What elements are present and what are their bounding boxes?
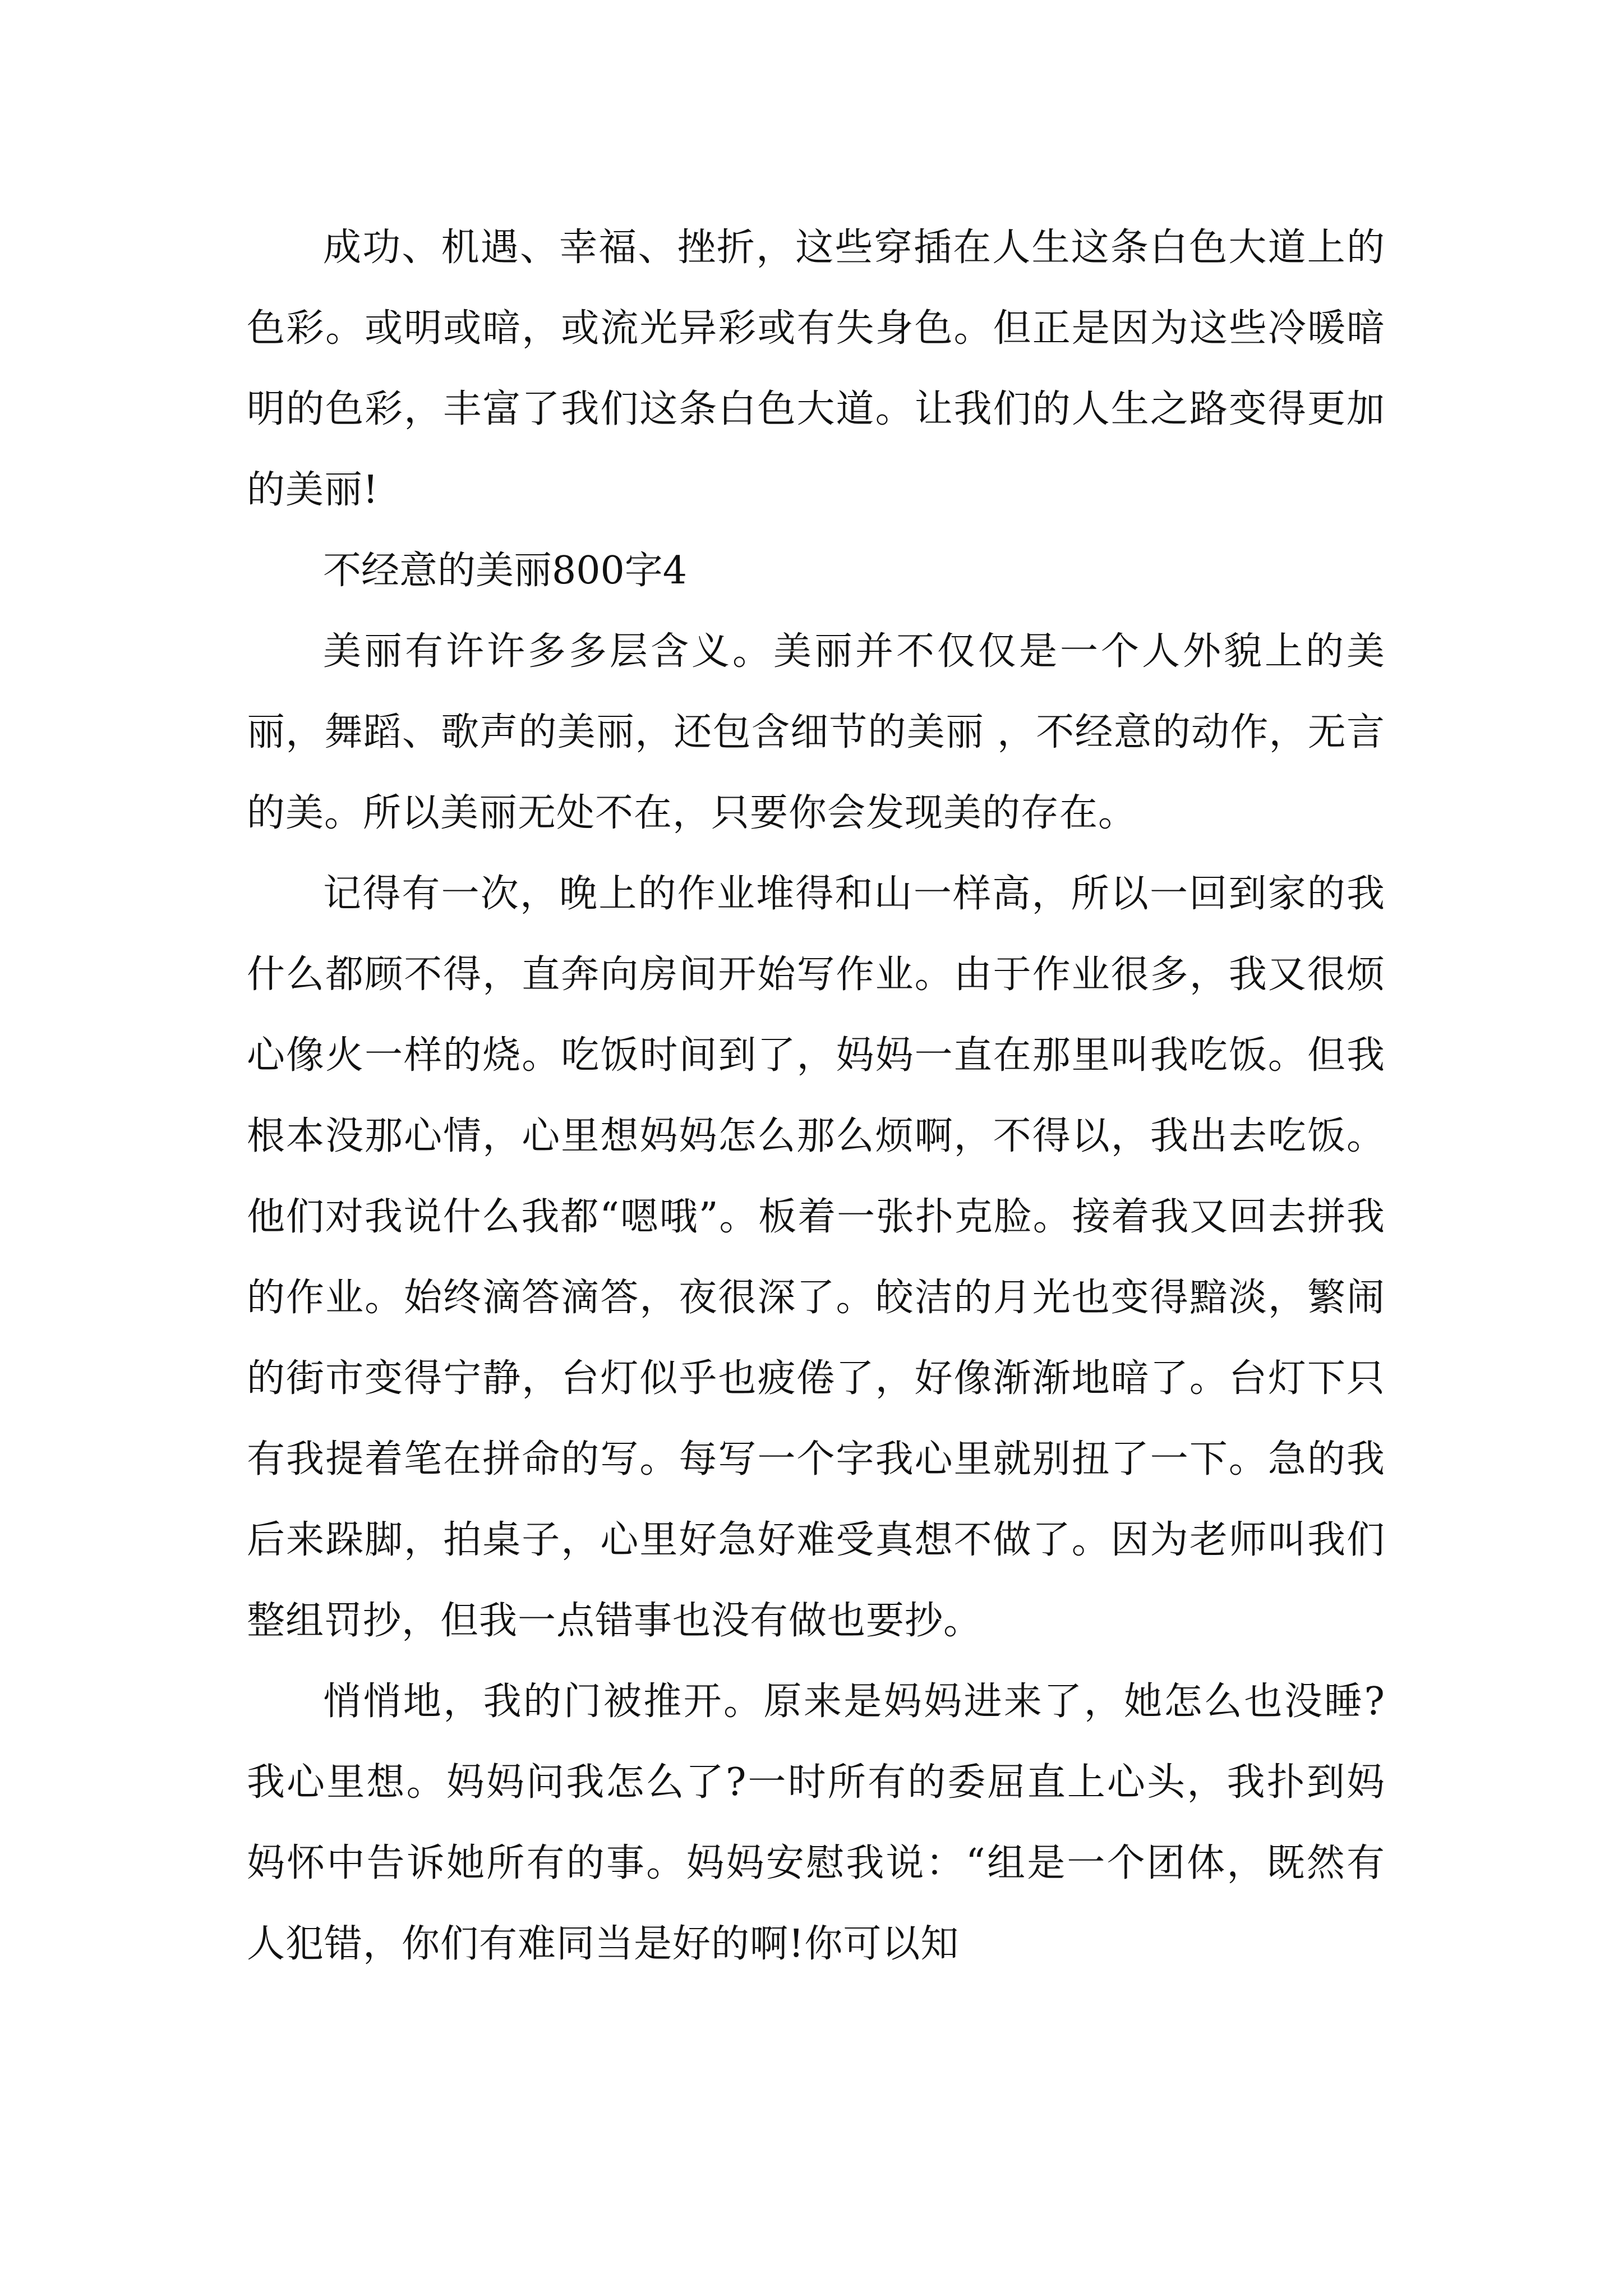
paragraph-4: 悄悄地，我的门被推开。原来是妈妈进来了，她怎么也没睡?我心里想。妈妈问我怎么了?一时所有的委屈直上心头，我扑到妈妈怀中告诉她所有的事。妈妈安慰我说：“组是一个团体，既然有人犯错，你们有难同当是好的啊!你可以知 xyxy=(247,1680,1385,1966)
paragraph-1: 成功、机遇、幸福、挫折，这些穿插在人生这条白色大道上的色彩。或明或暗，或流光异彩或有失身色。但正是因为这些冷暖暗明的色彩，丰富了我们这条白色大道。让我们的人生之路变得更加的美丽! xyxy=(247,226,1385,512)
document-body xyxy=(247,208,1385,1985)
section-heading: 不经意的美丽800字4 xyxy=(323,549,688,593)
paragraph-2: 美丽有许许多多层含义。美丽并不仅仅是一个人外貌上的美丽，舞蹈、歌声的美丽，还包含细节的美丽 ，不经意的动作，无言的美。所以美丽无处不在，只要你会发现美的存在。 xyxy=(247,629,1385,835)
paragraph-3: 记得有一次，晚上的作业堆得和山一样高，所以一回到家的我什么都顾不得，直奔向房间开始写作业。由于作业很多，我又很烦心像火一样的烧。吃饭时间到了，妈妈一直在那里叫我吃饭。但我根本没那心情，心里想妈妈怎么那么烦啊，不得以，我出去吃饭。他们对我说什么我都“嗯哦”。板着一张扑克脸。接着我又回去拼我的作业。始终滴答滴答，夜很深了。皎洁的月光也变得黯淡，繁闹的街市变得宁静，台灯似乎也疲倦了，好像渐渐地暗了。台灯下只有我提着笔在拼命的写。每写一个字我心里就别扭了一下。急的我后来跺脚，拍桌子，心里好急好难受真想不做了。因为老师叫我们整组罚抄，但我一点错事也没有做也要抄。 xyxy=(247,872,1385,1643)
